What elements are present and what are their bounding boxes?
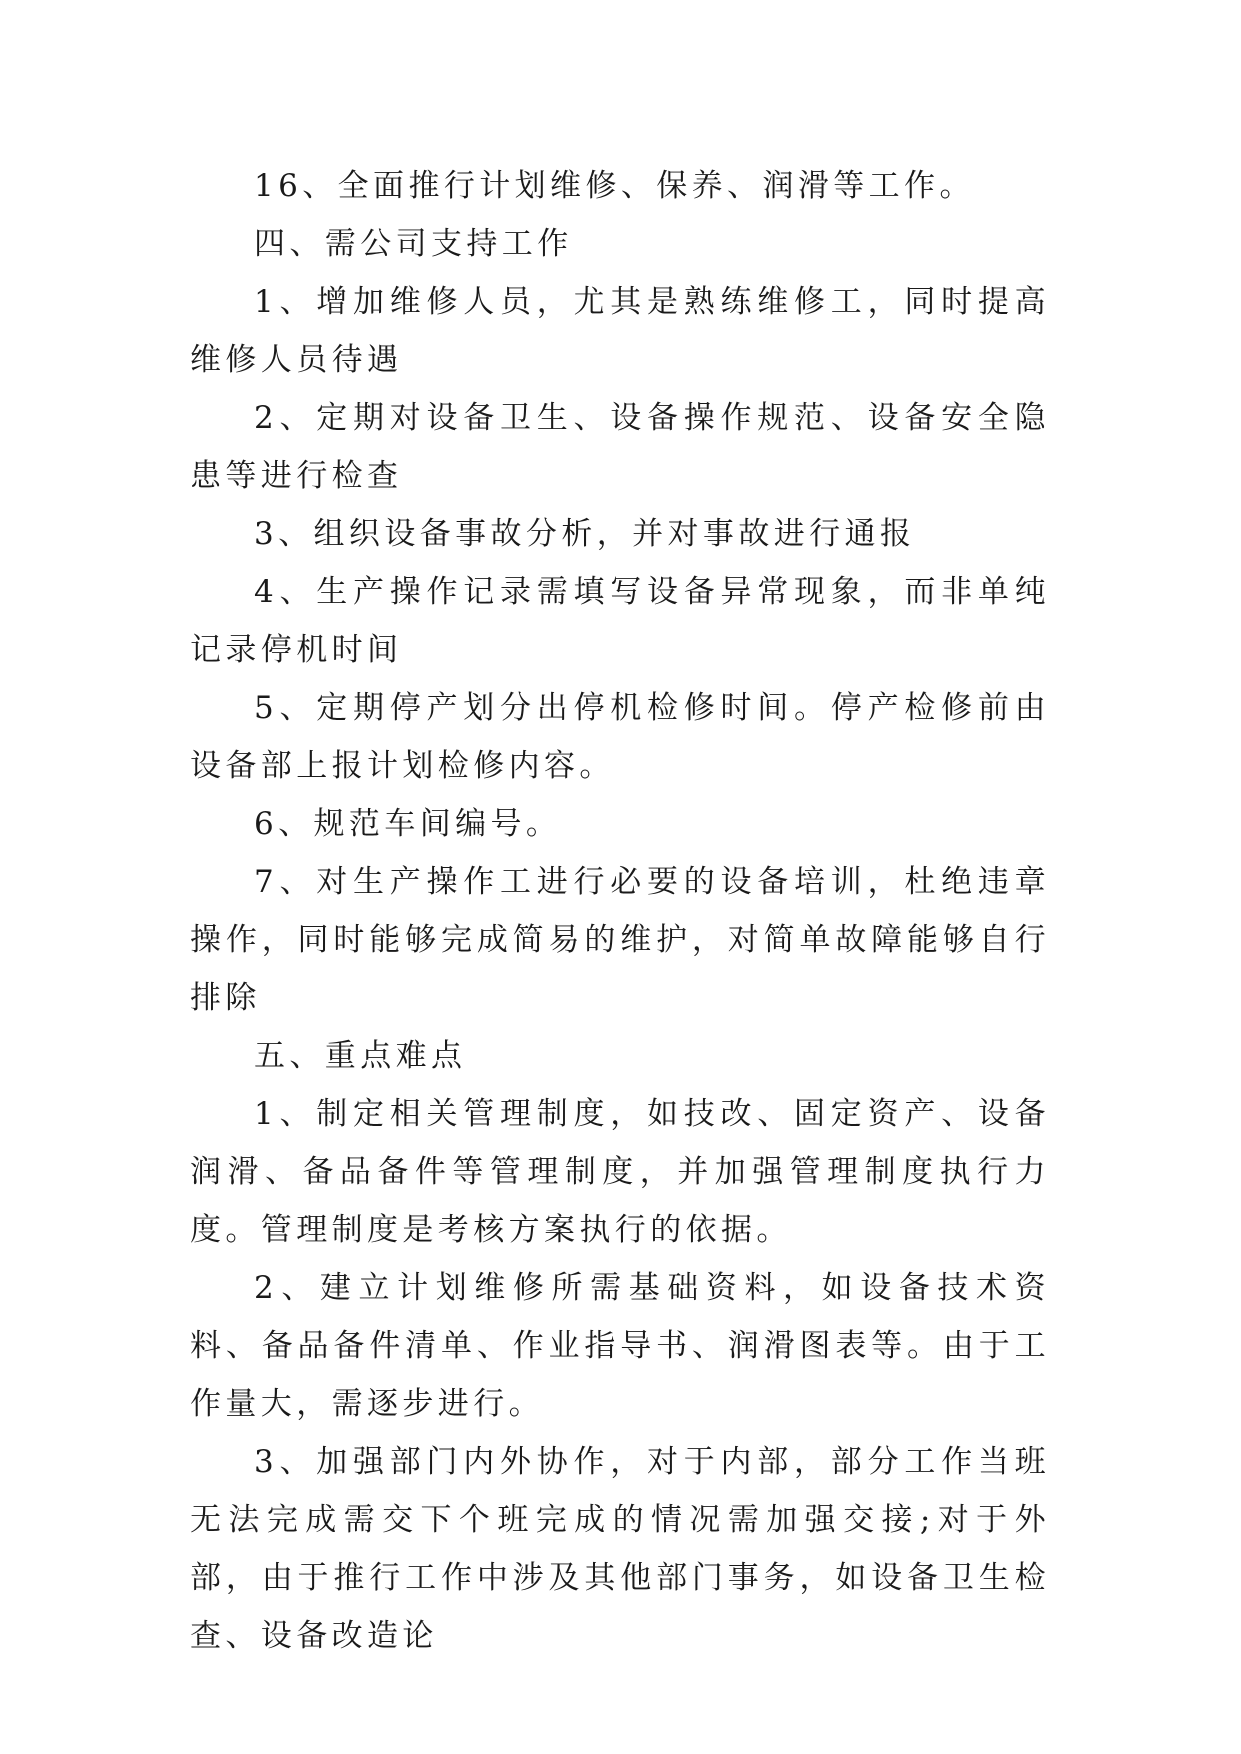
document-body	[190, 157, 1050, 1665]
section-heading-company-support: 四、需公司支持工作	[254, 226, 573, 262]
paragraph-support-7: 7、对生产操作工进行必要的设备培训，杜绝违章操作，同时能够完成简易的维护，对简单故障能够自行排除	[190, 864, 1050, 1016]
section-heading-key-difficulties: 五、重点难点	[254, 1038, 467, 1074]
paragraph-difficulty-1: 1、制定相关管理制度，如技改、固定资产、设备润滑、备品备件等管理制度，并加强管理制度执行力度。管理制度是考核方案执行的依据。	[190, 1096, 1050, 1248]
paragraph-support-2: 2、定期对设备卫生、设备操作规范、设备安全隐患等进行检查	[190, 400, 1050, 494]
paragraph-support-3: 3、组织设备事故分析，并对事故进行通报	[254, 516, 916, 552]
paragraph-support-1: 1、增加维修人员，尤其是熟练维修工，同时提高维修人员待遇	[190, 284, 1050, 378]
paragraph-support-6: 6、规范车间编号。	[254, 806, 562, 842]
paragraph-difficulty-3: 3、加强部门内外协作，对于内部，部分工作当班无法完成需交下个班完成的情况需加强交接;对于外部，由于推行工作中涉及其他部门事务，如设备卫生检查、设备改造论	[190, 1444, 1050, 1654]
paragraph-16-lubrication: 16、全面推行计划维修、保养、润滑等工作。	[254, 168, 975, 204]
paragraph-support-5: 5、定期停产划分出停机检修时间。停产检修前由设备部上报计划检修内容。	[190, 690, 1050, 784]
paragraph-difficulty-2: 2、建立计划维修所需基础资料，如设备技术资料、备品备件清单、作业指导书、润滑图表等。由于工作量大，需逐步进行。	[190, 1270, 1050, 1422]
paragraph-support-4: 4、生产操作记录需填写设备异常现象，而非单纯记录停机时间	[190, 574, 1050, 668]
